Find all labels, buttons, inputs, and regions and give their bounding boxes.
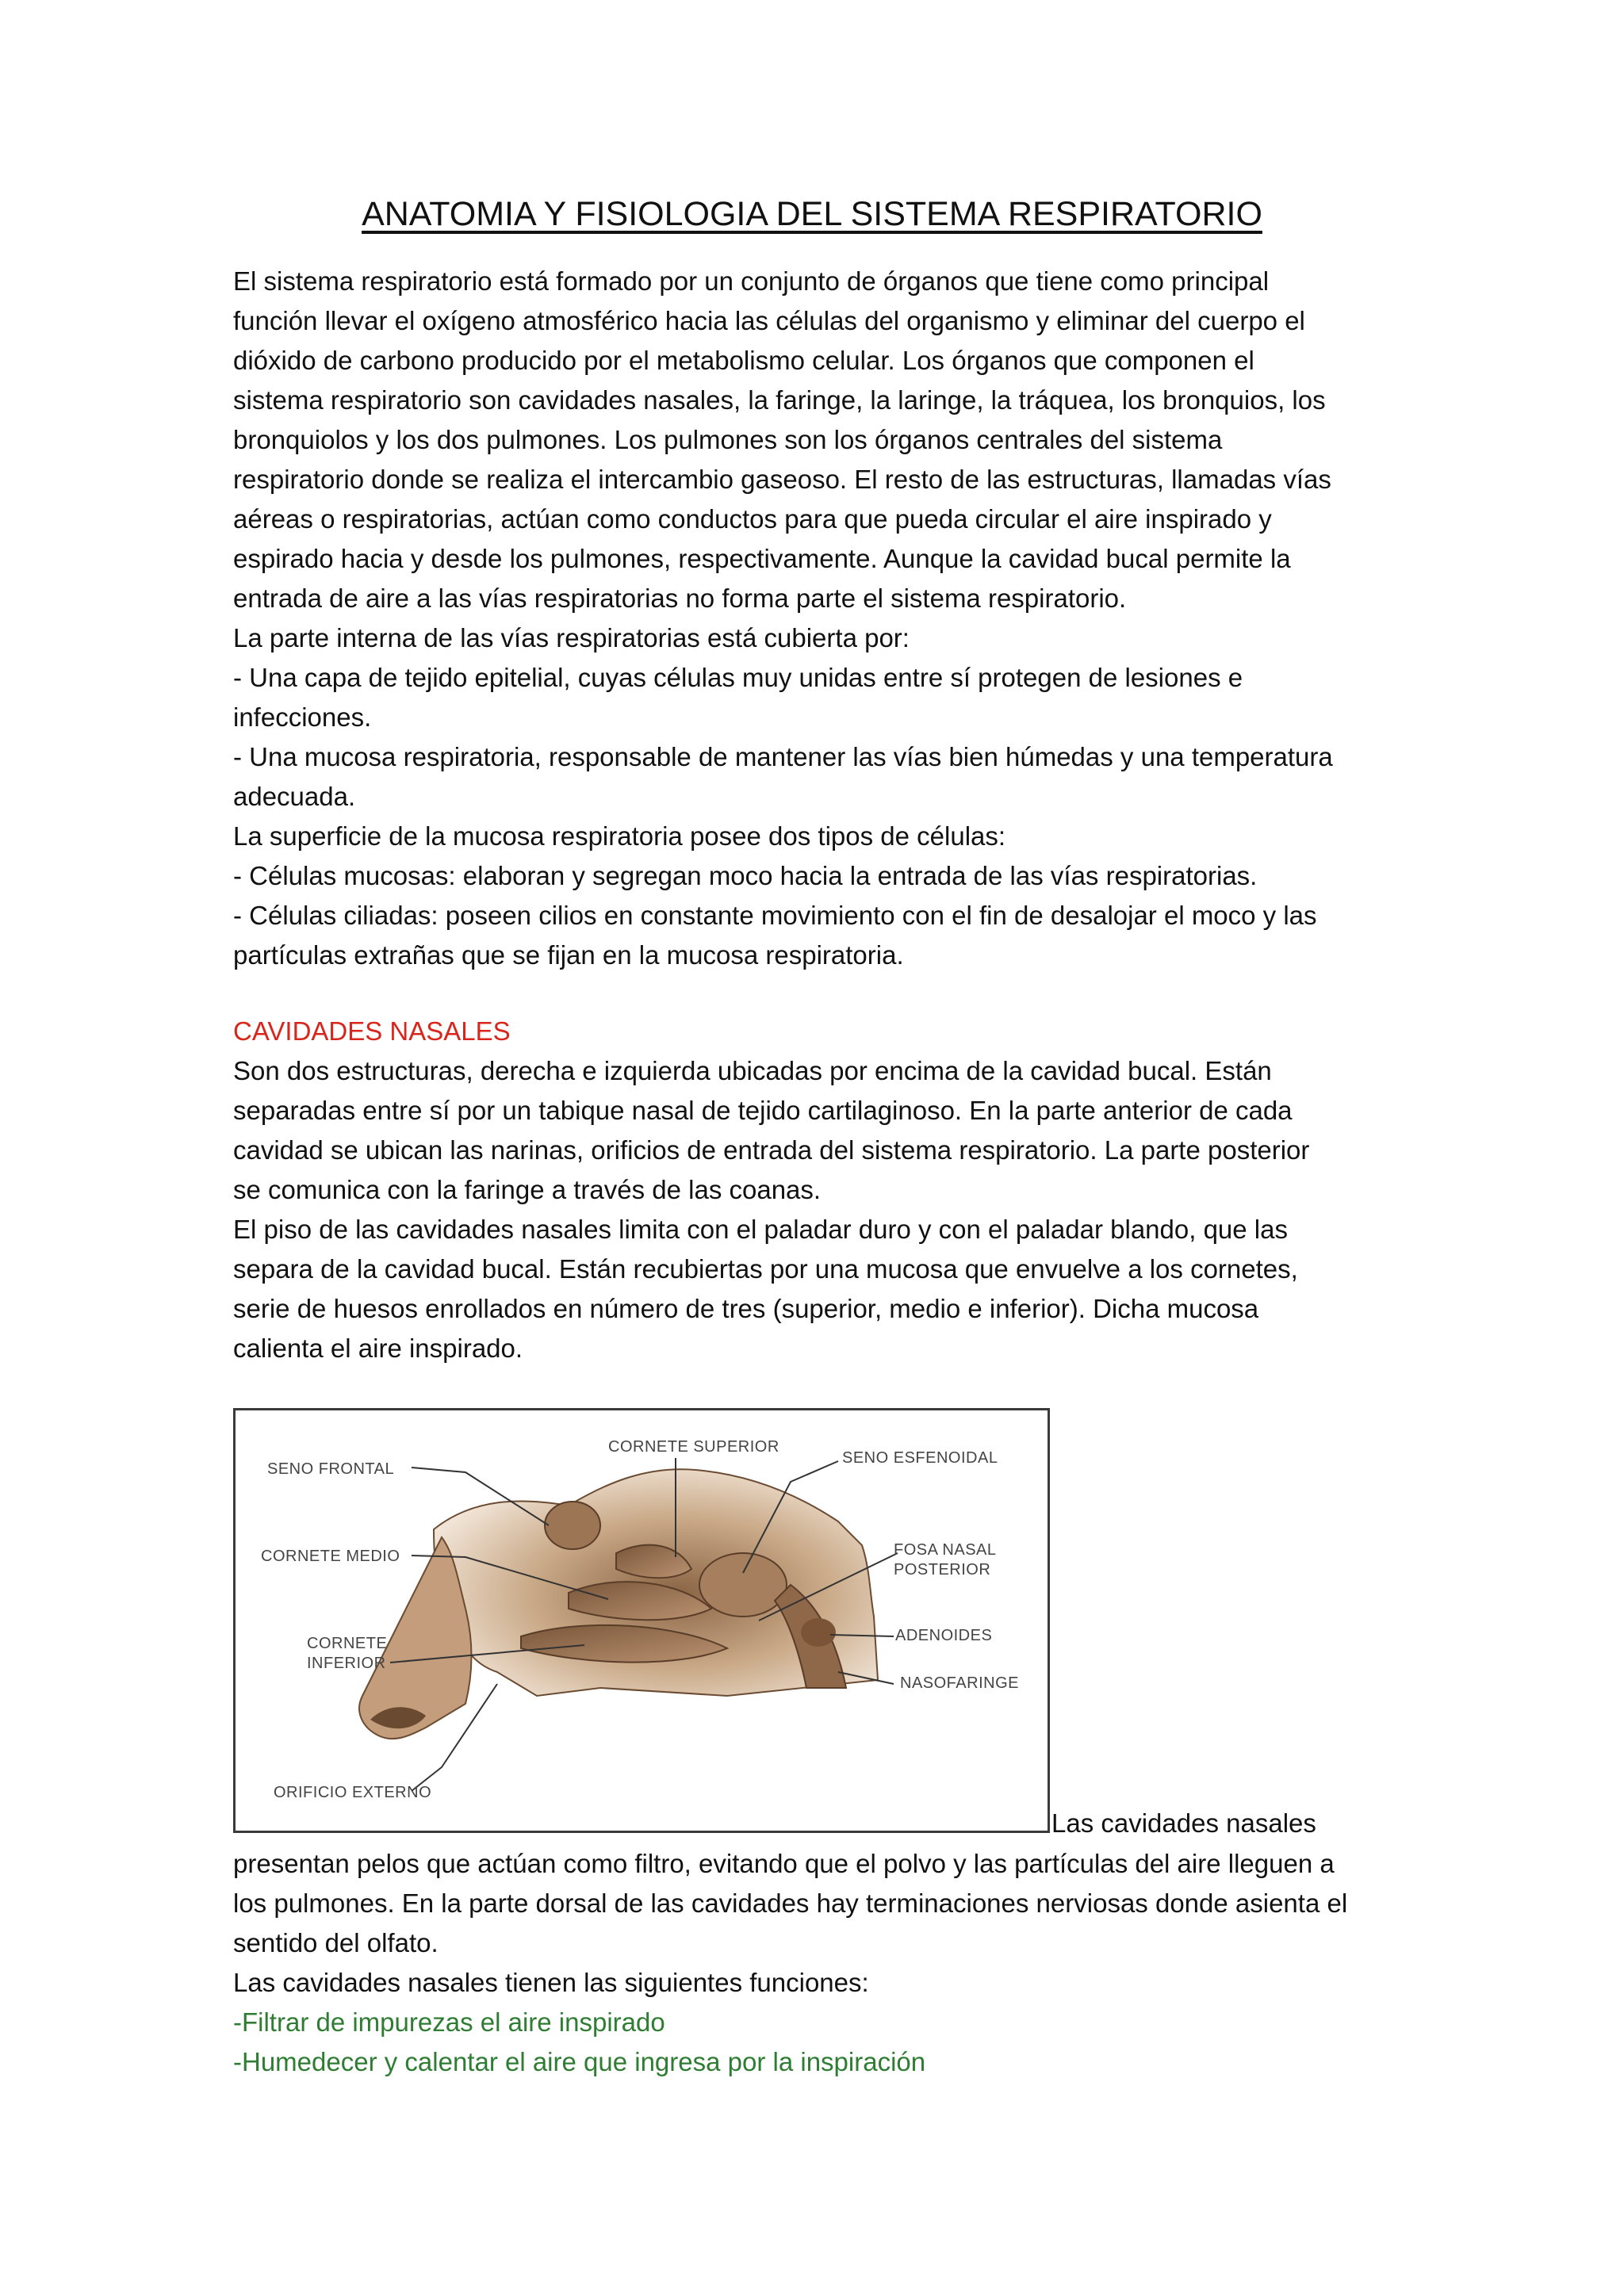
sphenoid-sinus-shape	[699, 1553, 787, 1617]
text-line: separadas entre sí por un tabique nasal de tejido cartilaginoso. En la parte anterior de cada	[233, 1096, 1293, 1125]
figure-label-orificio-externo: ORIFICIO EXTERNO	[274, 1784, 432, 1801]
text-line: La parte interna de las vías respiratorias está cubierta por:	[233, 623, 910, 652]
text-line: bronquiolos y los dos pulmones. Los pulmones son los órganos centrales del sistema	[233, 425, 1223, 454]
text-line: espirado hacia y desde los pulmones, respectivamente. Aunque la cavidad bucal permite la	[233, 544, 1291, 573]
page-title: ANATOMIA Y FISIOLOGIA DEL SISTEMA RESPIRATORIO	[362, 195, 1262, 233]
figure-label-adenoides: ADENOIDES	[895, 1627, 993, 1644]
text-line: aéreas o respiratorias, actúan como conductos para que pueda circular el aire inspirado y	[233, 504, 1272, 534]
figure-label-seno-esfenoidal: SENO ESFENOIDAL	[842, 1449, 998, 1467]
text-line: calienta el aire inspirado.	[233, 1334, 523, 1363]
figure-label-inferior: INFERIOR	[307, 1655, 386, 1672]
figure-label-seno-frontal: SENO FRONTAL	[267, 1460, 395, 1478]
text-line: dióxido de carbono producido por el metabolismo celular. Los órganos que componen el	[233, 346, 1254, 375]
function-item: -Humedecer y calentar el aire que ingresa por la inspiración	[233, 2047, 926, 2076]
section-heading: CAVIDADES NASALES	[233, 1016, 511, 1046]
text-line: - Células ciliadas: poseen cilios en constante movimiento con el fin de desalojar el moco y las	[233, 901, 1317, 930]
text-line: separa de la cavidad bucal. Están recubiertas por una mucosa que envuelve a los cornetes,	[233, 1254, 1298, 1284]
text-line: - Una capa de tejido epitelial, cuyas células muy unidas entre sí protegen de lesiones e	[233, 663, 1243, 692]
text-line: partículas extrañas que se fijan en la mucosa respiratoria.	[233, 940, 904, 970]
after-figure-paragraph	[233, 1844, 1407, 2082]
figure-label-nasofaringe: NASOFARINGE	[900, 1674, 1019, 1692]
text-line: cavidad se ubican las narinas, orificios de entrada del sistema respiratorio. La parte posterior	[233, 1135, 1310, 1165]
figure-label-posterior: POSTERIOR	[894, 1561, 991, 1578]
function-item: -Filtrar de impurezas el aire inspirado	[233, 2007, 665, 2037]
text-line: sentido del olfato.	[233, 1928, 439, 1957]
figure-trailing-text: Las cavidades nasales	[1051, 1808, 1316, 1838]
frontal-sinus-shape	[545, 1502, 600, 1549]
text-line: Las cavidades nasales tienen las siguientes funciones:	[233, 1968, 869, 1997]
figure-label-cornete: CORNETE	[307, 1635, 388, 1652]
nasal-cavity-figure	[233, 1408, 1050, 1833]
text-line: los pulmones. En la parte dorsal de las cavidades hay terminaciones nerviosas donde asienta el	[233, 1888, 1348, 1918]
text-line: Son dos estructuras, derecha e izquierda ubicadas por encima de la cavidad bucal. Están	[233, 1056, 1272, 1085]
nasal-section	[233, 1012, 1407, 1368]
text-line: infecciones.	[233, 702, 372, 732]
nasal-cavity-illustration	[236, 1410, 1048, 1831]
text-line: sistema respiratorio son cavidades nasales, la faringe, la laringe, la tráquea, los bronquios, los	[233, 385, 1326, 415]
text-line: El sistema respiratorio está formado por un conjunto de órganos que tiene como principal	[233, 266, 1270, 296]
figure-label-cornete-superior: CORNETE SUPERIOR	[608, 1438, 779, 1456]
text-line: serie de huesos enrollados en número de tres (superior, medio e inferior). Dicha mucosa	[233, 1294, 1259, 1323]
text-line: - Células mucosas: elaboran y segregan moco hacia la entrada de las vías respiratorias.	[233, 861, 1258, 890]
text-line: se comunica con la faringe a través de las coanas.	[233, 1175, 822, 1204]
figure-label-cornete-medio: CORNETE MEDIO	[261, 1548, 400, 1565]
figure-label-fosa-nasal: FOSA NASAL	[894, 1541, 997, 1559]
text-line: función llevar el oxígeno atmosférico hacia las células del organismo y eliminar del cuerpo el	[233, 306, 1305, 335]
text-line: - Una mucosa respiratoria, responsable de mantener las vías bien húmedas y una temperatura	[233, 742, 1333, 771]
text-line: La superficie de la mucosa respiratoria posee dos tipos de células:	[233, 821, 1006, 851]
text-line: entrada de aire a las vías respiratorias no forma parte el sistema respiratorio.	[233, 584, 1127, 613]
text-line: respiratorio donde se realiza el intercambio gaseoso. El resto de las estructuras, llamadas vías	[233, 465, 1331, 494]
text-line: presentan pelos que actúan como filtro, evitando que el polvo y las partículas del aire lleguen a	[233, 1849, 1335, 1878]
text-line: El piso de las cavidades nasales limita con el paladar duro y con el paladar blando, que las	[233, 1215, 1288, 1244]
text-line: adecuada.	[233, 782, 356, 811]
adenoids-shape	[801, 1618, 836, 1647]
intro-paragraph	[233, 262, 1407, 975]
